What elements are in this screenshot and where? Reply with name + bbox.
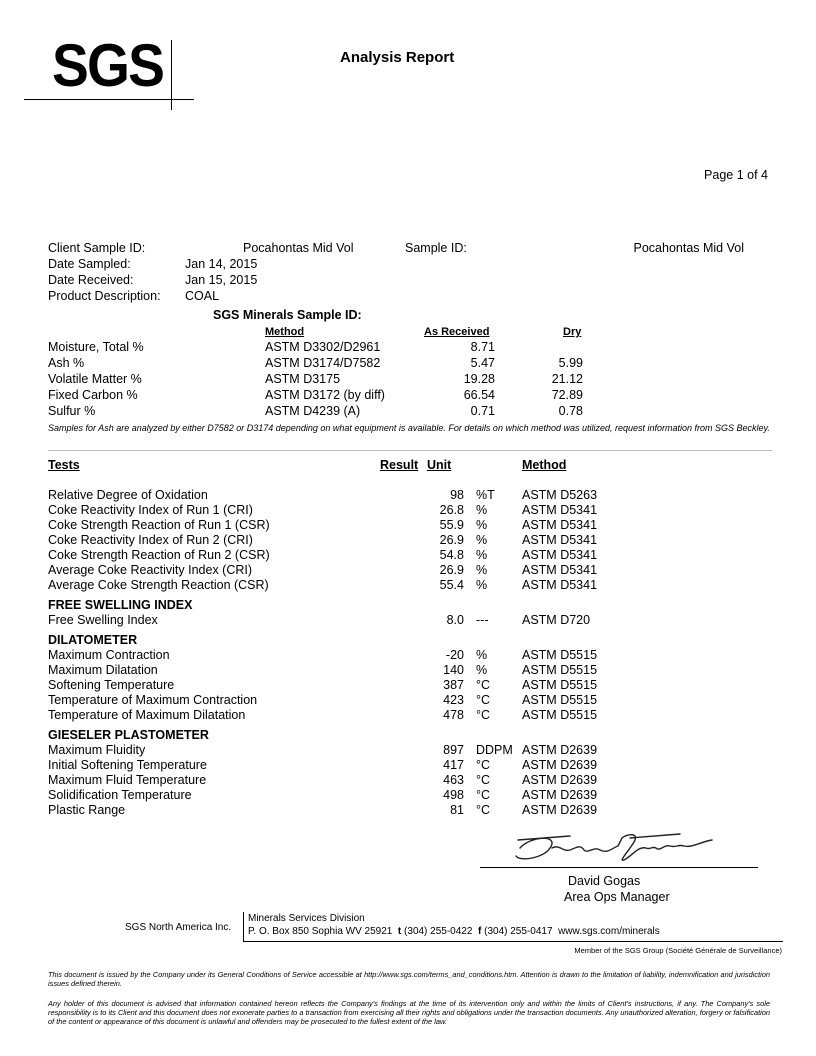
test-name: Coke Reactivity Index of Run 1 (CRI)	[48, 503, 253, 517]
date-sampled-value: Jan 14, 2015	[185, 257, 258, 271]
product-value: COAL	[185, 289, 220, 303]
footer-rule	[243, 941, 783, 942]
proximate-header-dry: Dry	[563, 326, 582, 338]
test-name: Initial Softening Temperature	[48, 758, 207, 772]
section-title: DILATOMETER	[48, 633, 138, 647]
test-unit: %	[476, 578, 488, 592]
test-result: 55.4	[439, 578, 464, 592]
test-unit: %	[476, 663, 488, 677]
sample-id-label: Sample ID:	[405, 241, 467, 255]
footer-company: SGS North America Inc.	[125, 922, 232, 933]
signature-image	[500, 826, 750, 870]
test-unit: °C	[476, 773, 491, 787]
test-result: 463	[443, 773, 464, 787]
ash-method-note: Samples for Ash are analyzed by either D7582 or D3174 depending on what equipment is available. For details on which method was utilized, request information from SGS Beckley.	[48, 423, 770, 433]
section-title: GIESELER PLASTOMETER	[48, 728, 209, 742]
test-name: Solidification Temperature	[48, 788, 192, 802]
proximate-row-name: Fixed Carbon %	[48, 388, 138, 402]
test-result: 498	[443, 788, 464, 802]
test-method: ASTM D5341	[522, 533, 598, 547]
page-number: Page 1 of 4	[704, 168, 768, 182]
test-result: -20	[445, 648, 464, 662]
test-method: ASTM D5341	[522, 518, 598, 532]
test-name: Maximum Fluid Temperature	[48, 773, 207, 787]
test-row	[48, 488, 788, 503]
test-name: Maximum Dilatation	[48, 663, 158, 677]
proximate-row-as-received: 66.54	[463, 388, 495, 402]
test-unit: %	[476, 533, 488, 547]
test-name: Plastic Range	[48, 803, 126, 817]
test-result: 417	[443, 758, 464, 772]
test-name: Softening Temperature	[48, 678, 175, 692]
test-unit: °C	[476, 693, 491, 707]
proximate-header-method: Method	[265, 326, 305, 338]
section-title: FREE SWELLING INDEX	[48, 598, 193, 612]
test-method: ASTM D5341	[522, 503, 598, 517]
test-method: ASTM D2639	[522, 788, 598, 802]
logo-horizontal-rule	[24, 99, 194, 100]
test-name: Average Coke Strength Reaction (CSR)	[48, 578, 269, 592]
signatory-role: Area Ops Manager	[564, 890, 670, 904]
proximate-row-method: ASTM D3172 (by diff)	[265, 388, 385, 402]
test-row	[48, 693, 788, 708]
section-divider	[48, 450, 772, 451]
footer-phone-label: t	[397, 926, 402, 937]
test-unit: ---	[476, 613, 489, 627]
signature-line	[480, 867, 758, 868]
proximate-header-as-received: As Received	[424, 326, 490, 338]
test-result: 98	[450, 488, 464, 502]
proximate-row-name: Volatile Matter %	[48, 372, 142, 386]
test-method: ASTM D5515	[522, 678, 598, 692]
tests-header-tests: Tests	[48, 458, 80, 472]
test-method: ASTM D5263	[522, 488, 598, 502]
signatory-name: David Gogas	[568, 874, 641, 888]
test-result: 897	[443, 743, 464, 757]
report-title: Analysis Report	[340, 49, 455, 66]
test-method: ASTM D5515	[522, 648, 598, 662]
test-row	[48, 663, 788, 678]
product-label: Product Description:	[48, 289, 161, 303]
test-result: 478	[443, 708, 464, 722]
test-row	[48, 648, 788, 663]
proximate-row-as-received: 0.71	[470, 404, 495, 418]
test-method: ASTM D5341	[522, 548, 598, 562]
test-method: ASTM D2639	[522, 743, 598, 757]
tests-header-unit: Unit	[427, 458, 452, 472]
footer-phone: (304) 255-0422	[404, 926, 473, 937]
test-result: 54.8	[439, 548, 464, 562]
test-row	[48, 563, 788, 578]
test-unit: %	[476, 648, 488, 662]
test-row	[48, 708, 788, 723]
test-method: ASTM D5341	[522, 563, 598, 577]
proximate-row-name: Sulfur %	[48, 404, 96, 418]
footer-divider	[243, 912, 244, 942]
proximate-row-name: Moisture, Total %	[48, 340, 144, 354]
test-name: Coke Reactivity Index of Run 2 (CRI)	[48, 533, 253, 547]
test-name: Free Swelling Index	[48, 613, 158, 627]
footer-address: P. O. Box 850 Sophia WV 25921	[248, 926, 393, 937]
test-unit: DDPM	[476, 743, 513, 757]
test-row	[48, 803, 788, 818]
sgs-logo: SGS	[52, 32, 164, 99]
test-unit: °C	[476, 708, 491, 722]
client-sample-id-value: Pocahontas Mid Vol	[243, 241, 354, 255]
test-method: ASTM D5515	[522, 708, 598, 722]
proximate-row-as-received: 5.47	[470, 356, 495, 370]
proximate-row-dry: 72.89	[551, 388, 583, 402]
test-name: Coke Strength Reaction of Run 1 (CSR)	[48, 518, 270, 532]
test-name: Temperature of Maximum Dilatation	[48, 708, 246, 722]
test-unit: °C	[476, 758, 491, 772]
test-unit: %	[476, 548, 488, 562]
test-method: ASTM D2639	[522, 758, 598, 772]
test-row	[48, 773, 788, 788]
test-name: Relative Degree of Oxidation	[48, 488, 208, 502]
test-result: 387	[443, 678, 464, 692]
test-row	[48, 613, 788, 628]
footer-member: Member of the SGS Group (Société Générale de Surveillance)	[574, 946, 782, 955]
test-unit: %	[476, 563, 488, 577]
test-unit: °C	[476, 678, 491, 692]
test-method: ASTM D2639	[522, 803, 598, 817]
test-name: Maximum Contraction	[48, 648, 170, 662]
test-row	[48, 503, 788, 518]
test-row	[48, 758, 788, 773]
test-row	[48, 743, 788, 758]
proximate-row-method: ASTM D3175	[265, 372, 341, 386]
footer-division: Minerals Services Division	[248, 913, 365, 924]
test-row	[48, 518, 788, 533]
test-name: Temperature of Maximum Contraction	[48, 693, 258, 707]
test-result: 26.9	[439, 533, 464, 547]
test-result: 26.9	[439, 563, 464, 577]
tests-header-result: Result	[380, 458, 419, 472]
sgs-sample-id-label: SGS Minerals Sample ID:	[213, 308, 362, 322]
proximate-row-dry: 0.78	[558, 404, 583, 418]
test-result: 423	[443, 693, 464, 707]
test-method: ASTM D5515	[522, 663, 598, 677]
proximate-row-method: ASTM D3174/D7582	[265, 356, 381, 370]
tests-header-method: Method	[522, 458, 567, 472]
test-result: 8.0	[446, 613, 464, 627]
test-name: Average Coke Reactivity Index (CRI)	[48, 563, 253, 577]
test-name: Coke Strength Reaction of Run 2 (CSR)	[48, 548, 270, 562]
test-unit: %	[476, 518, 488, 532]
test-unit: %T	[476, 488, 495, 502]
proximate-row-name: Ash %	[48, 356, 85, 370]
test-method: ASTM D720	[522, 613, 591, 627]
proximate-row-as-received: 8.71	[470, 340, 495, 354]
date-sampled-label: Date Sampled:	[48, 257, 131, 271]
footer-website[interactable]: www.sgs.com/minerals	[558, 926, 660, 937]
proximate-row-method: ASTM D4239 (A)	[265, 404, 361, 418]
test-row	[48, 578, 788, 593]
test-unit: °C	[476, 788, 491, 802]
disclaimer-terms: This document is issued by the Company under its General Conditions of Service accessible at http://www.sgs.com/terms_and_conditions.htm. Attention is drawn to the limitation of liability, indemnification and jurisdiction issues defined therein.	[48, 970, 770, 988]
test-method: ASTM D5341	[522, 578, 598, 592]
footer-contact	[248, 926, 660, 937]
test-method: ASTM D5515	[522, 693, 598, 707]
footer-fax: (304) 255-0417	[484, 926, 553, 937]
date-received-label: Date Received:	[48, 273, 134, 287]
footer-fax-label: f	[478, 926, 482, 937]
disclaimer-liability: Any holder of this document is advised that information contained hereon reflects the Company's findings at the time of its intervention only and within the limits of Client's instructions, if any. The Company's sole responsibility is to its Client and this document does not exonerate parties to a transaction from exercising all their rights and obligations under the transaction documents. Any unauthorized alteration, forgery or falsification of the content or appearance of this document is unlawful and offenders may be prosecuted to the fullest extent of the law.	[48, 999, 770, 1026]
test-row	[48, 533, 788, 548]
client-sample-id-label: Client Sample ID:	[48, 241, 146, 255]
proximate-row-dry: 21.12	[551, 372, 583, 386]
test-result: 81	[450, 803, 464, 817]
test-result: 26.8	[439, 503, 464, 517]
proximate-row-method: ASTM D3302/D2961	[265, 340, 381, 354]
test-unit: °C	[476, 803, 491, 817]
test-name: Maximum Fluidity	[48, 743, 146, 757]
test-row	[48, 548, 788, 563]
test-result: 140	[443, 663, 464, 677]
proximate-row-dry: 5.99	[558, 356, 583, 370]
date-received-value: Jan 15, 2015	[185, 273, 258, 287]
test-row	[48, 788, 788, 803]
test-row	[48, 678, 788, 693]
test-unit: %	[476, 503, 488, 517]
proximate-row-as-received: 19.28	[463, 372, 495, 386]
test-method: ASTM D2639	[522, 773, 598, 787]
sample-id-value: Pocahontas Mid Vol	[633, 241, 744, 255]
test-result: 55.9	[439, 518, 464, 532]
